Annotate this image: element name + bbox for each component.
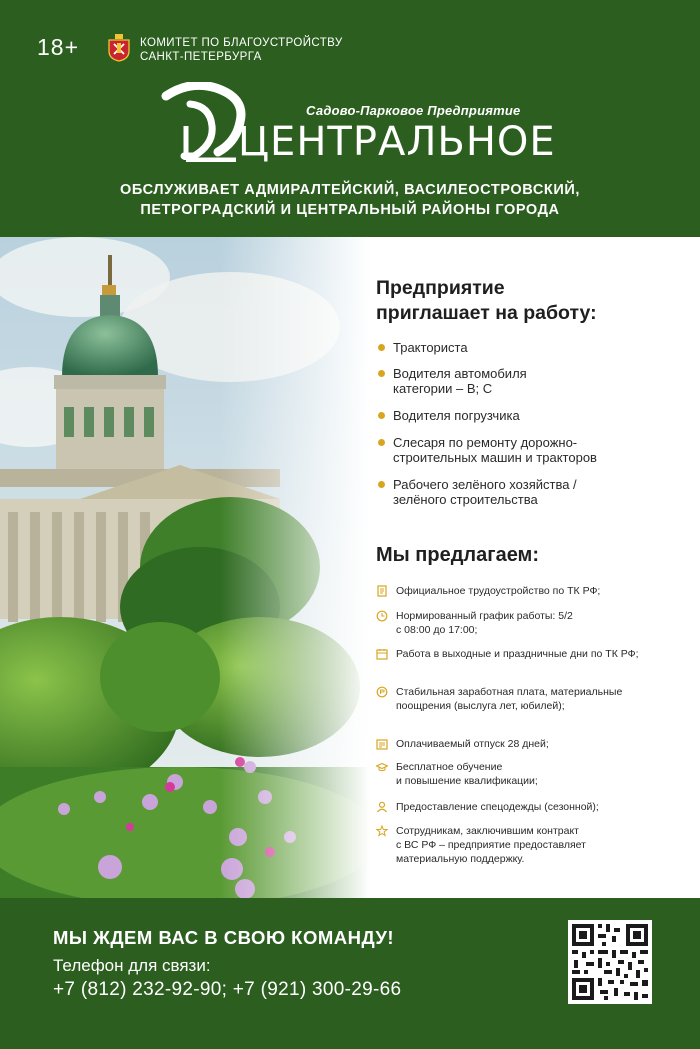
offer-line1: Бесплатное обучение xyxy=(396,761,503,773)
vacancy-item xyxy=(376,408,520,423)
offer-line1: Оплачиваемый отпуск 28 дней; xyxy=(396,738,549,750)
call-to-action: МЫ ЖДЕМ ВАС В СВОЮ КОМАНДУ! xyxy=(53,927,395,948)
invite-heading xyxy=(376,276,597,326)
bullet-icon xyxy=(378,481,385,488)
footer-banner xyxy=(0,898,700,1049)
offer-line3: материальную поддержку. xyxy=(396,853,525,865)
invite-heading-line2: приглашает на работу: xyxy=(376,302,597,324)
offer-line1: Стабильная заработная плата, материальные xyxy=(396,686,623,698)
document-icon xyxy=(376,585,388,597)
offer-line2: и повышение квалификации; xyxy=(396,775,538,787)
vacancy-line2: зелёного строительства xyxy=(393,492,538,507)
coins-icon xyxy=(376,686,388,698)
offer-item xyxy=(376,647,676,661)
calendar-icon xyxy=(376,648,388,660)
offer-item xyxy=(376,800,676,814)
photo-fade-overlay xyxy=(220,237,370,898)
phone-numbers[interactable]: +7 (812) 232-92-90; +7 (921) 300-29-66 xyxy=(53,979,402,1000)
vacancy-line1: Водителя погрузчика xyxy=(393,408,520,423)
offer-line1: Сотрудникам, заключившим контракт xyxy=(396,825,579,837)
person-icon xyxy=(376,801,388,813)
age-rating: 18+ xyxy=(37,34,80,60)
committee-line2: САНКТ-ПЕТЕРБУРГА xyxy=(140,51,262,63)
vacancy-line2: строительных машин и тракторов xyxy=(393,450,597,465)
offer-line2: с ВС РФ – предприятие предоставляет xyxy=(396,839,586,851)
bullet-icon xyxy=(378,344,385,351)
spb-coat-of-arms-icon xyxy=(106,34,132,62)
vacation-icon xyxy=(376,738,388,750)
offer-line1: Предоставление спецодежды (сезонной); xyxy=(396,801,599,813)
offer-item xyxy=(376,760,676,788)
bullet-icon xyxy=(378,439,385,446)
vacancy-line1: Рабочего зелёного хозяйства / xyxy=(393,477,577,492)
invite-heading-line1: Предприятие xyxy=(376,277,505,299)
committee-line1: КОМИТЕТ ПО БЛАГОУСТРОЙСТВУ xyxy=(140,37,343,49)
bullet-icon xyxy=(378,412,385,419)
offer-item xyxy=(376,609,676,637)
offer-item xyxy=(376,737,676,751)
vacancy-line1: Тракториста xyxy=(393,340,468,355)
offer-line2: с 08:00 до 17:00; xyxy=(396,624,478,636)
star-badge-icon xyxy=(376,825,388,837)
vacancy-item xyxy=(376,340,468,355)
offer-item xyxy=(376,584,676,598)
graduation-cap-icon xyxy=(376,761,388,773)
offer-item xyxy=(376,685,676,713)
clock-icon xyxy=(376,610,388,622)
offers-heading: Мы предлагаем: xyxy=(376,544,540,566)
qr-code[interactable] xyxy=(568,920,652,1004)
service-area xyxy=(0,180,700,220)
committee-name xyxy=(140,36,343,64)
vacancy-item xyxy=(376,366,527,396)
logo-subtitle: Садово-Парковое Предприятие xyxy=(306,103,521,118)
header-banner xyxy=(0,0,700,237)
vacancy-item xyxy=(376,477,577,507)
vacancy-line2: категории – В; С xyxy=(393,381,493,396)
kazan-cathedral-photo xyxy=(0,237,370,898)
vacancy-line1: Слесаря по ремонту дорожно- xyxy=(393,435,578,450)
offer-line2: поощрения (выслуга лет, юбилей); xyxy=(396,700,565,712)
logo-name: ЦЕНТРАЛЬНОЕ xyxy=(238,119,556,165)
vacancy-line1: Водителя автомобиля xyxy=(393,366,527,381)
swan-logo-icon xyxy=(160,82,250,162)
bullet-icon xyxy=(378,370,385,377)
offer-item xyxy=(376,824,676,866)
offer-line1: Работа в выходные и праздничные дни по ТК РФ; xyxy=(396,648,639,660)
service-area-line2: ПЕТРОГРАДСКИЙ И ЦЕНТРАЛЬНЫЙ РАЙОНЫ ГОРОДА xyxy=(140,202,560,218)
offer-line1: Нормированный график работы: 5/2 xyxy=(396,610,573,622)
phone-label: Телефон для связи: xyxy=(53,956,211,975)
vacancy-item xyxy=(376,435,597,465)
service-area-line1: ОБСЛУЖИВАЕТ АДМИРАЛТЕЙСКИЙ, ВАСИЛЕОСТРОВСКИЙ, xyxy=(119,182,581,198)
offer-line1: Официальное трудоустройство по ТК РФ; xyxy=(396,585,601,597)
